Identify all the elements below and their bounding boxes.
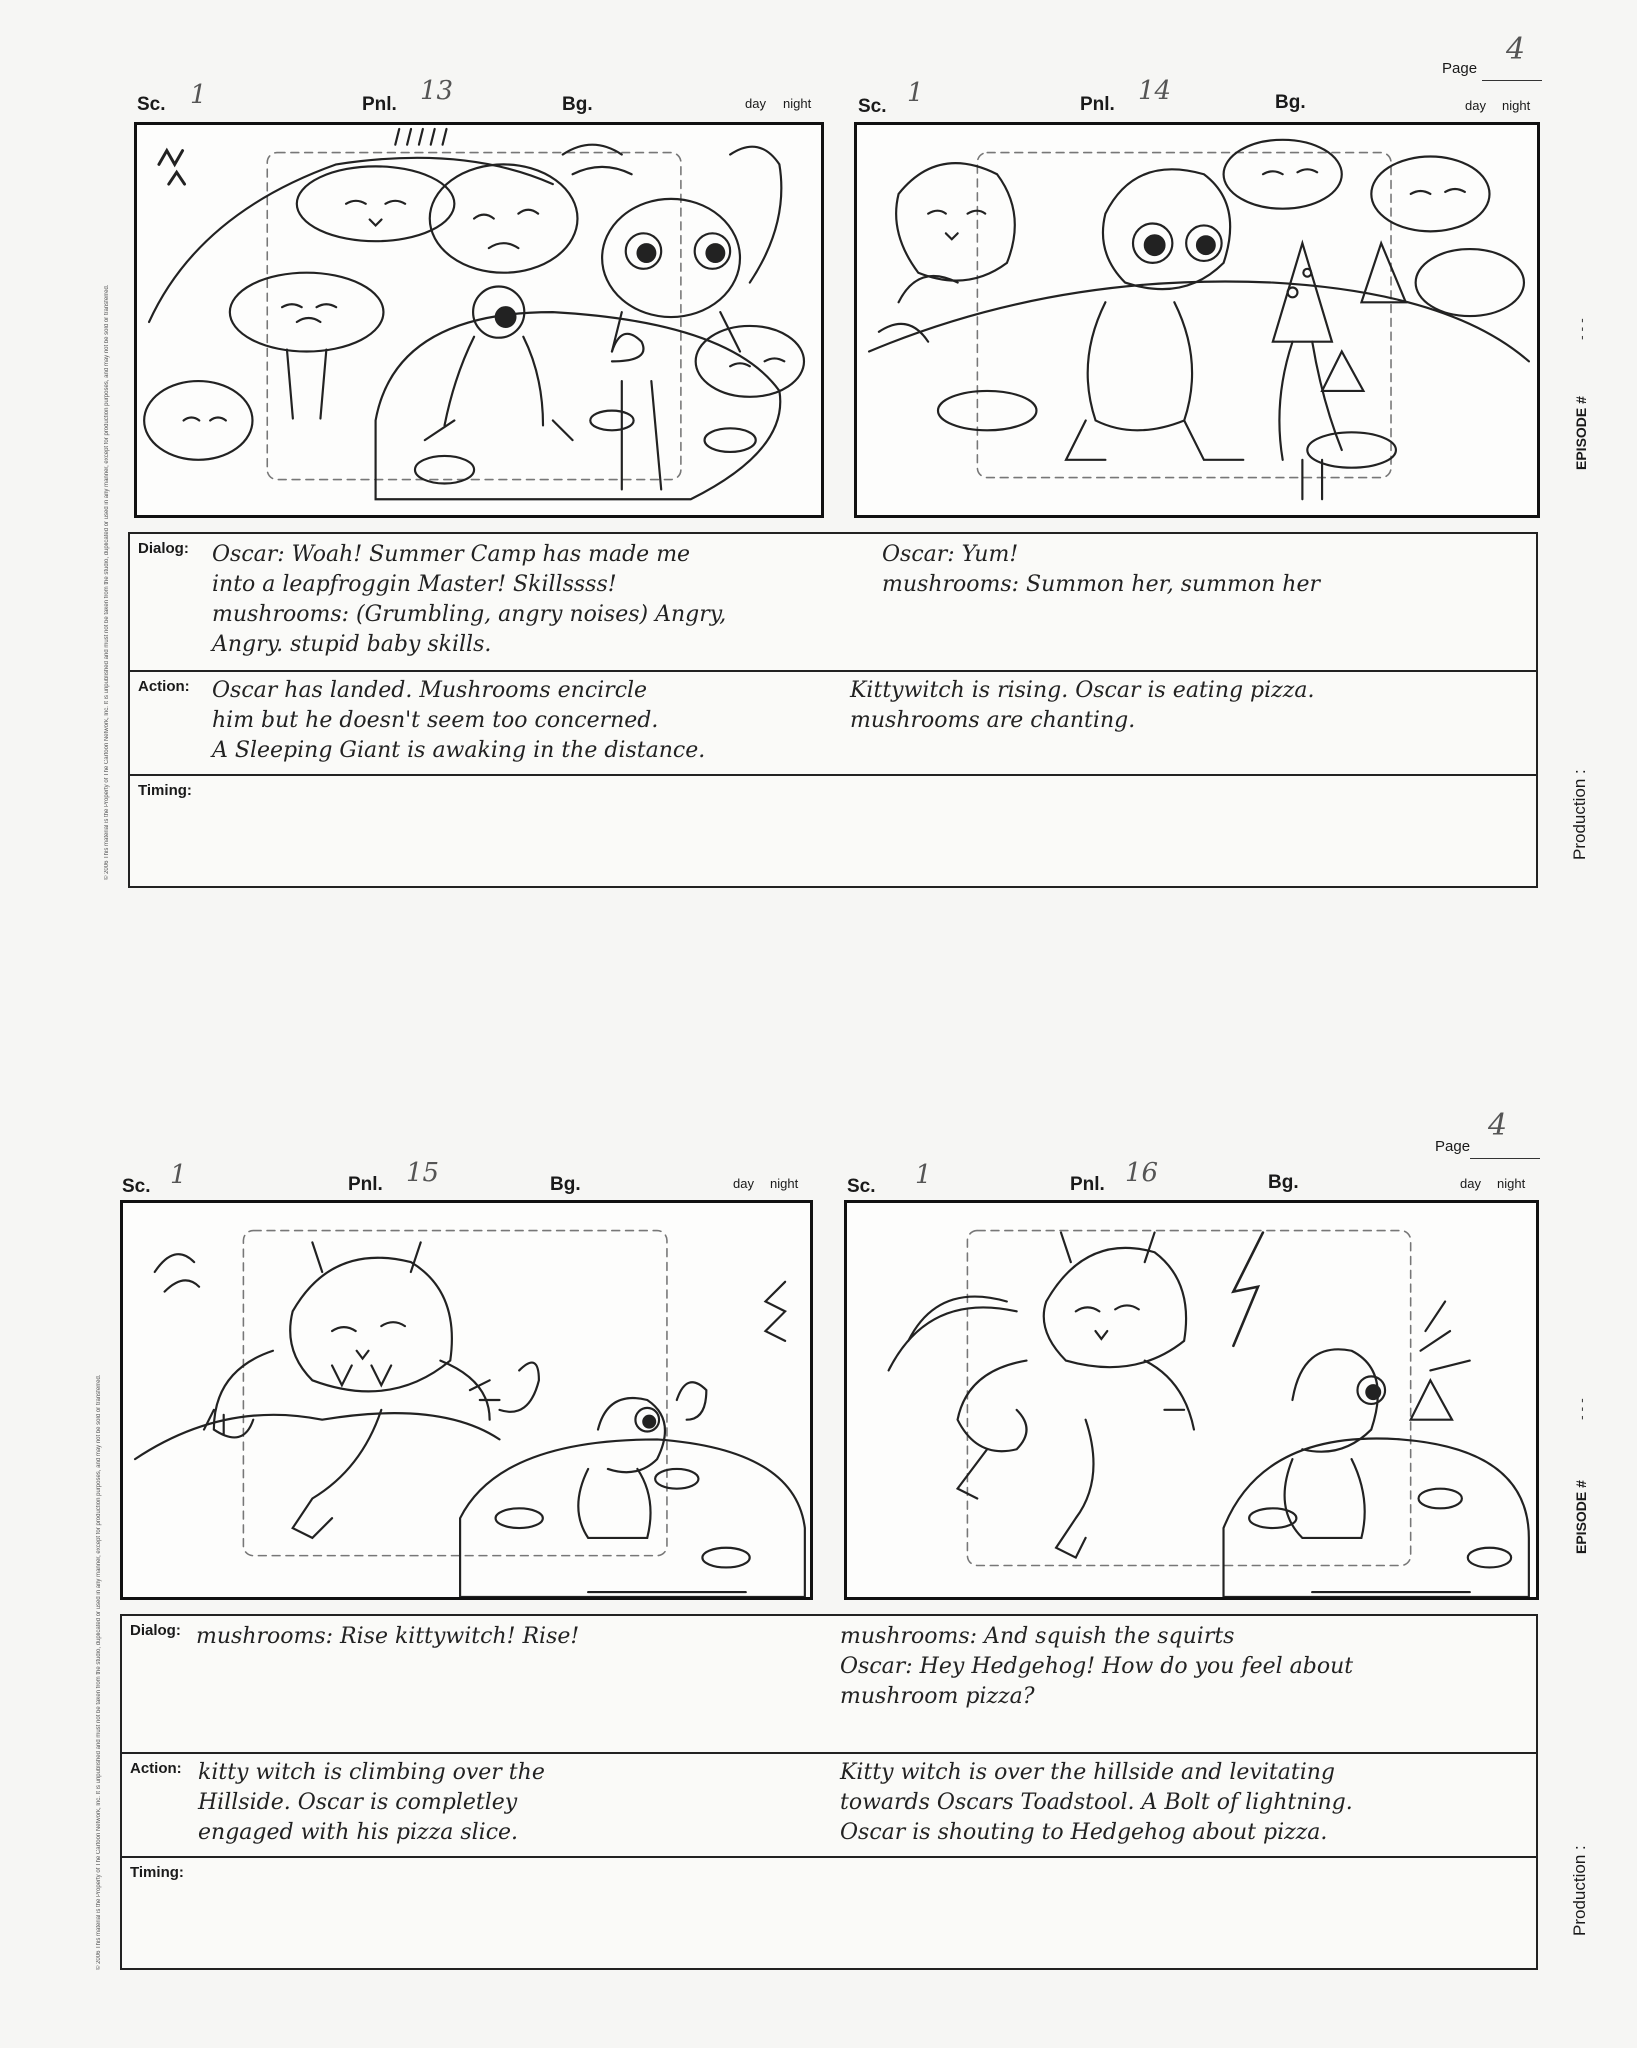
dialog-label: Dialog: bbox=[138, 540, 189, 557]
episode-label: EPISODE # bbox=[1573, 396, 1589, 470]
episode-dashes: - - - bbox=[1573, 1398, 1589, 1420]
scene-number: 1 bbox=[907, 78, 924, 108]
dialog-row bbox=[130, 534, 1536, 672]
panel-16-sketch bbox=[847, 1203, 1536, 1597]
panel-label: Pnl. bbox=[1070, 1174, 1105, 1195]
scene-label: Sc. bbox=[847, 1176, 876, 1197]
copyright-notice: © 2006 This material is the Property of The Cartoon Network, Inc. It is unpublished and must not be taken from the studio, duplicated or used in any manner, except for production purposes, and may not be sold or transferred. bbox=[96, 1374, 102, 1970]
night-label: night bbox=[1502, 98, 1531, 113]
episode-label: EPISODE # bbox=[1573, 1480, 1589, 1554]
page-number: 4 bbox=[1506, 32, 1526, 67]
page-label: Page bbox=[1435, 1138, 1471, 1155]
action-text-panel-15: kitty witch is climbing over the Hillside. Oscar is completley engaged with his pizza slice. bbox=[198, 1760, 545, 1845]
scene-number: 1 bbox=[915, 1160, 932, 1190]
storyboard-sheet-bottom bbox=[0, 1080, 1637, 2048]
action-text-panel-16: Kitty witch is over the hillside and levitating towards Oscars Toadstool. A Bolt of lightning. Oscar is shouting to Hedgehog about pizza. bbox=[840, 1760, 1353, 1845]
dialog-text-panel-16: mushrooms: And squish the squirts Oscar: Hey Hedgehog! How do you feel about mushroom pizza? bbox=[840, 1624, 1354, 1709]
storyboard-panel-16 bbox=[844, 1200, 1539, 1600]
dialog-text-panel-13: Oscar: Woah! Summer Camp has made me into a leapfroggin Master! Skillssss! mushrooms: (Grumbling, angry noises) Angry, Angry. stupid baby skills. bbox=[212, 542, 727, 657]
page-number: 4 bbox=[1488, 1108, 1508, 1143]
storyboard-sheet-top bbox=[0, 0, 1637, 1000]
panel-14-sketch bbox=[857, 125, 1537, 515]
panel-number: 14 bbox=[1138, 76, 1172, 106]
night-label: night bbox=[770, 1176, 799, 1191]
notes-block-top bbox=[128, 532, 1538, 888]
copyright-notice: © 2006 This material is the Property of The Cartoon Network, Inc. It is unpublished and must not be taken from the studio, duplicated or used in any manner, except for production purposes, and may not be sold or transferred. bbox=[104, 284, 110, 880]
storyboard-panel-14 bbox=[854, 122, 1540, 518]
timing-label: Timing: bbox=[138, 782, 192, 799]
action-label: Action: bbox=[130, 1760, 182, 1777]
panel-13-sketch bbox=[137, 125, 821, 515]
panel-number: 13 bbox=[420, 76, 454, 106]
storyboard-panel-15 bbox=[120, 1200, 813, 1600]
panel-label: Pnl. bbox=[348, 1174, 383, 1195]
dialog-text-panel-14: Oscar: Yum! mushrooms: Summon her, summon her bbox=[882, 542, 1320, 597]
page-underline bbox=[1470, 1158, 1540, 1159]
timing-row bbox=[130, 776, 1536, 888]
night-label: night bbox=[1497, 1176, 1526, 1191]
night-label: night bbox=[783, 96, 812, 111]
panel-15-sketch bbox=[123, 1203, 810, 1597]
action-text-panel-14: Kittywitch is rising. Oscar is eating pizza. mushrooms are chanting. bbox=[850, 678, 1315, 733]
dialog-label: Dialog: bbox=[130, 1622, 181, 1639]
timing-row bbox=[122, 1858, 1536, 1970]
action-row bbox=[130, 672, 1536, 776]
background-label: Bg. bbox=[1275, 92, 1306, 113]
page-underline bbox=[1482, 80, 1542, 81]
background-label: Bg. bbox=[1268, 1172, 1299, 1193]
scene-label: Sc. bbox=[858, 96, 887, 117]
action-label: Action: bbox=[138, 678, 190, 695]
page-label: Page bbox=[1442, 60, 1478, 77]
day-label: day bbox=[733, 1176, 754, 1191]
day-label: day bbox=[1460, 1176, 1481, 1191]
storyboard-panel-13 bbox=[134, 122, 824, 518]
panel-number: 16 bbox=[1125, 1158, 1159, 1188]
action-text-panel-13: Oscar has landed. Mushrooms encircle him but he doesn't seem too concerned. A Sleeping Giant is awaking in the distance. bbox=[212, 678, 706, 763]
dialog-text-panel-15: mushrooms: Rise kittywitch! Rise! bbox=[196, 1624, 580, 1649]
panel-label: Pnl. bbox=[362, 94, 397, 115]
episode-dashes: - - - bbox=[1573, 318, 1589, 340]
dialog-row bbox=[122, 1616, 1536, 1754]
action-row bbox=[122, 1754, 1536, 1858]
timing-label: Timing: bbox=[130, 1864, 184, 1881]
scene-number: 1 bbox=[190, 80, 207, 110]
background-label: Bg. bbox=[562, 94, 593, 115]
scene-label: Sc. bbox=[122, 1176, 151, 1197]
panel-number: 15 bbox=[406, 1158, 440, 1188]
background-label: Bg. bbox=[550, 1174, 581, 1195]
day-label: day bbox=[1465, 98, 1486, 113]
day-label: day bbox=[745, 96, 766, 111]
production-label: Production : bbox=[1570, 769, 1589, 860]
notes-block-bottom bbox=[120, 1614, 1538, 1970]
scene-number: 1 bbox=[170, 1160, 187, 1190]
production-label: Production : bbox=[1570, 1845, 1589, 1936]
panel-label: Pnl. bbox=[1080, 94, 1115, 115]
scene-label: Sc. bbox=[137, 94, 166, 115]
